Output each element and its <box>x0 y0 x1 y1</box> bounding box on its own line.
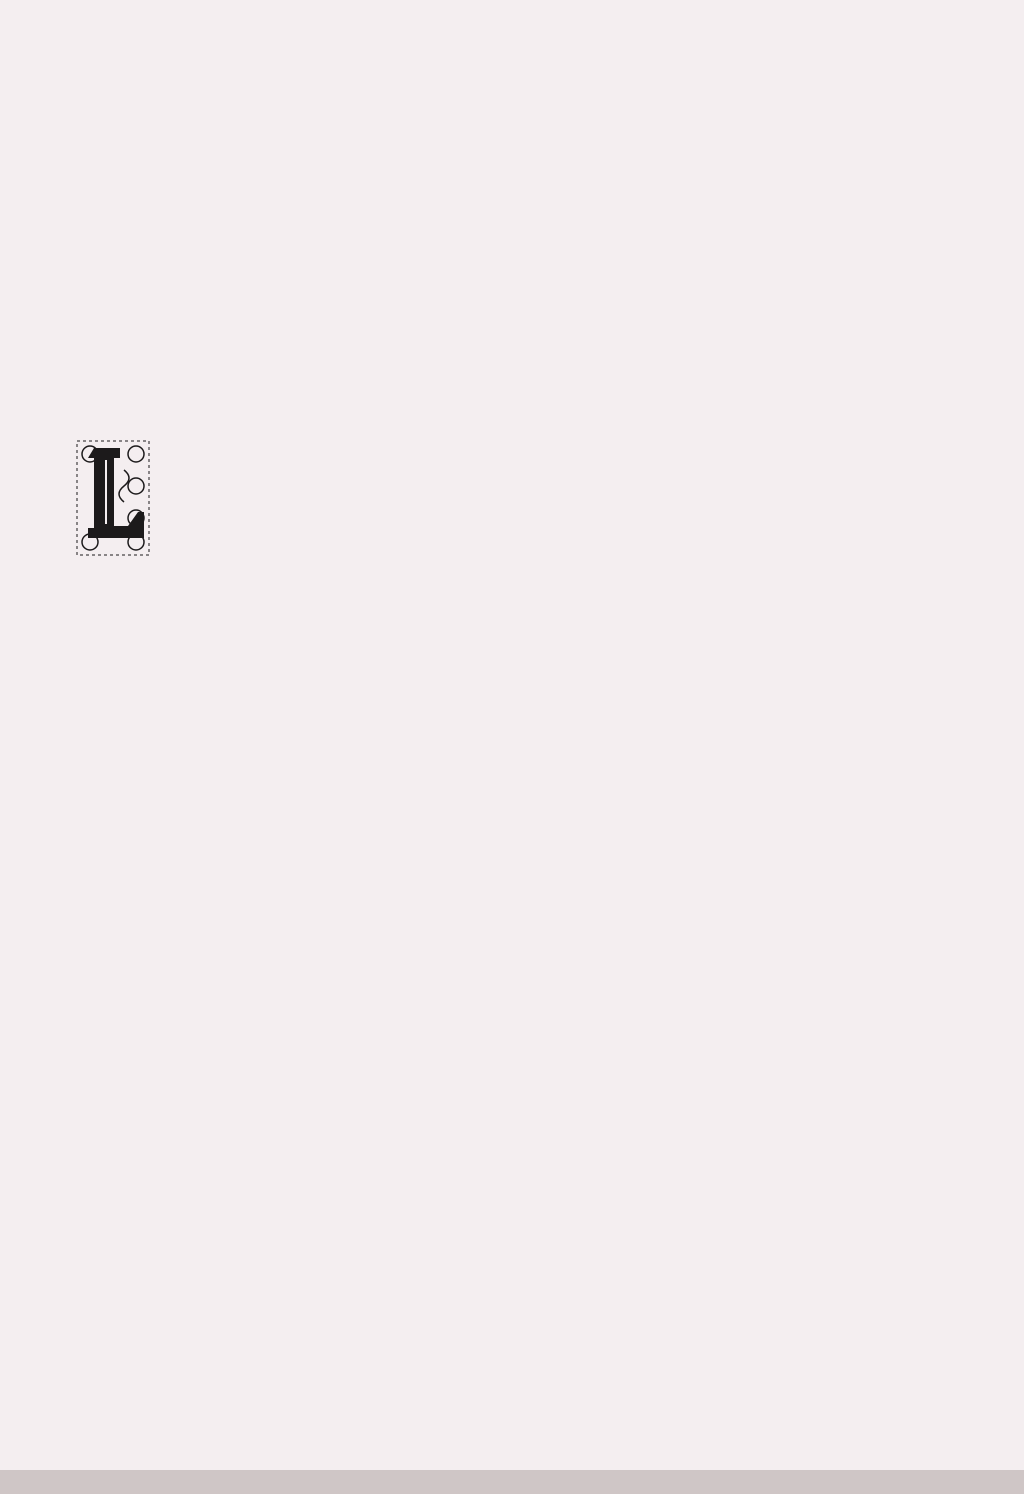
drop-cap-l <box>76 440 150 556</box>
page-edge <box>0 1470 1024 1494</box>
article-body <box>78 432 882 452</box>
byline <box>60 327 896 357</box>
ornamental-border <box>78 74 878 116</box>
